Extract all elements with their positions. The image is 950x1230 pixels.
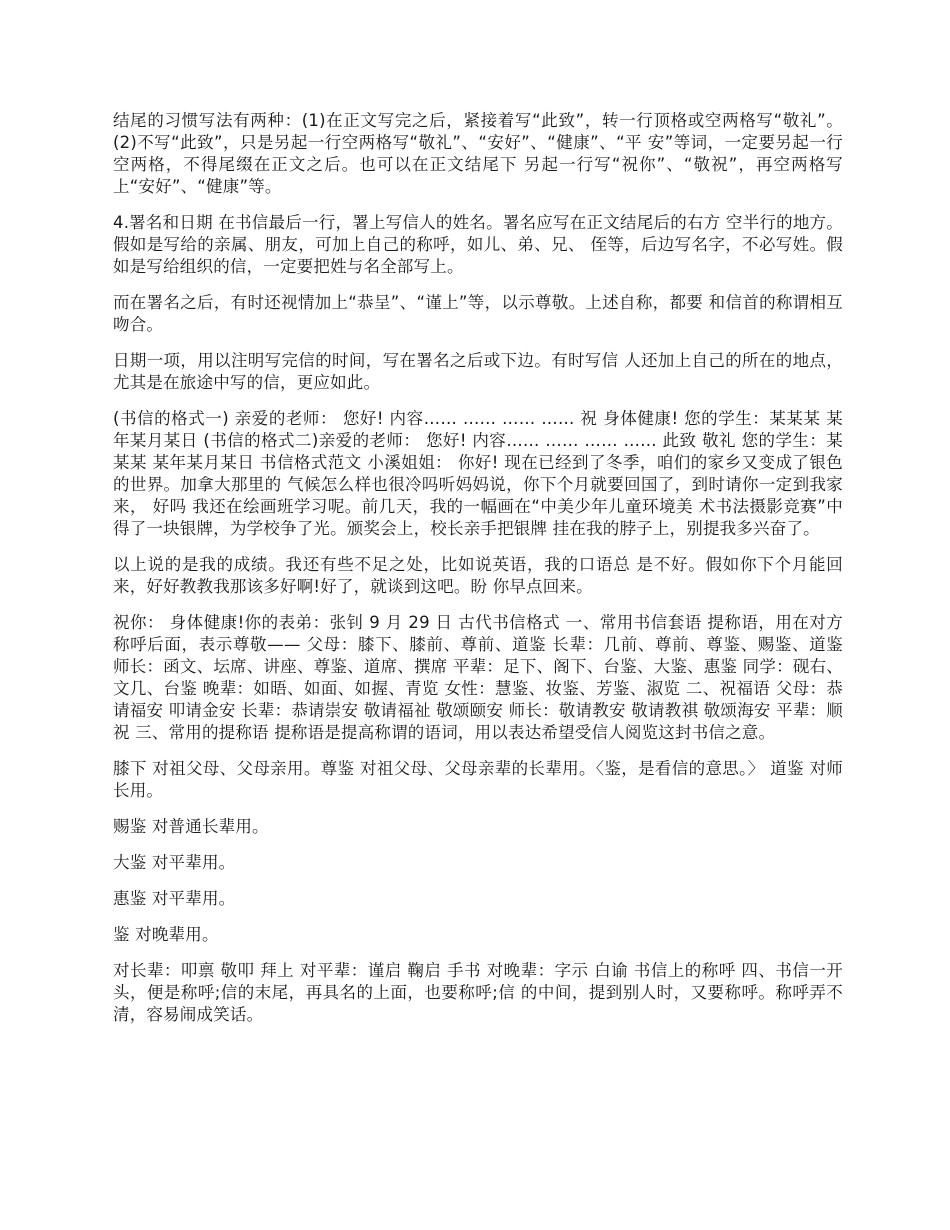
paragraph-cijian: 赐鉴 对普通长辈用。 xyxy=(113,817,269,836)
paragraph-signature-date: 4.署名和日期 在书信最后一行，署上写信人的姓名。署名应写在正文结尾后的右方 空半行的地方。假如是写给的亲属、朋友，可加上自己的称呼，如儿、弟、兄、 侄等，后边写名字，不必写姓。假如是写给组织的信，一定要把姓与名全部写上。 xyxy=(113,213,843,276)
paragraph-forms-of-address: 对长辈：叩禀 敬叩 拜上 对平辈：谨启 鞠启 手书 对晚辈：字示 白谕 书信上的称呼 四、书信一开头，便是称呼;信的末尾，再具名的上面，也要称呼;信 的中间，提到别人时，又要称呼。称呼弄不清，容易闹成笑话。 xyxy=(113,961,843,1024)
paragraph-letter-format-samples: (书信的格式一) 亲爱的老师： 您好! 内容…… …… …… …… 祝 身体健康! 您的学生：某某某 某年某月某日 (书信的格式二)亲爱的老师： 您好! 内容…… …… …… …… 此致 敬礼 您的学生：某某某 某年某月某日 书信格式范文 小溪姐姐： 你好! 现在已经到了冬季，咱们的家乡又变成了银色的世界。加拿大那里的 气候怎么样也很冷吗听妈妈说，你下个月就要回国了，到时请你一定到我家来， 好吗 我还在绘画班学习呢。前几天，我的一幅画在“中美少年儿童环境美 术书法摄影竞赛”中得了一块银牌，为学校争了光。颁奖会上，校长亲手把银牌 挂在我的脖子上，别提我多兴奋了。 xyxy=(113,409,843,538)
paragraph-huijian: 惠鉴 对平辈用。 xyxy=(113,889,236,908)
paragraph-jian: 鉴 对晚辈用。 xyxy=(113,925,219,944)
paragraph-honorific-after-signature: 而在署名之后，有时还视情加上“恭呈”、“谨上”等，以示尊敬。上述自称，都要 和信首的称谓相互吻合。 xyxy=(113,293,843,334)
paragraph-date-item: 日期一项，用以注明写完信的时间，写在署名之后或下边。有时写信 人还加上自己的所在的地点，尤其是在旅途中写的信，更应如此。 xyxy=(113,351,843,392)
paragraph-achievements: 以上说的是我的成绩。我还有些不足之处，比如说英语，我的口语总 是不好。假如你下个月能回来，好好教教我那该多好啊!好了，就谈到这吧。盼 你早点回来。 xyxy=(113,555,843,596)
paragraph-closing-formats: 结尾的习惯写法有两种：(1)在正文写完之后，紧接着写“此致”，转一行顶格或空两格写“敬礼”。(2)不写“此致”，只是另起一行空两格写“敬礼”、“安好”、“健康”、“平 安”等词，一定要另起一行空两格，不得尾缀在正文之后。也可以在正文结尾下 另起一行写“祝你”、“敬祝”，再空两格写上“安好”、“健康”等。 xyxy=(113,111,843,196)
document-body xyxy=(113,110,843,1040)
paragraph-xiaxia-zunjian: 膝下 对祖父母、父母亲用。尊鉴 对祖父母、父母亲辈的长辈用。〈鉴，是看信的意思。〉 道鉴 对师长用。 xyxy=(113,759,843,800)
paragraph-ancient-letter-formats: 祝你： 身体健康!你的表弟：张钊 9 月 29 日 古代书信格式 一、常用书信套语 提称语，用在对方称呼后面，表示尊敬—— 父母：膝下、膝前、尊前、道鉴 长辈：几前、尊前、尊鉴、赐鉴、道鉴 师长：函文、坛席、讲座、尊鉴、道席、撰席 平辈：足下、阁下、台鉴、大鉴、惠鉴 同学：砚右、文几、台鉴 晚辈：如晤、如面、如握、青览 女性：慧鉴、妆鉴、芳鉴、淑览 二、祝福语 父母：恭请福安 叩请金安 长辈：恭请崇安 敬请福祉 敬颂颐安 师长：敬请教安 敬请教祺 敬颂海安 平辈：顺祝 三、常用的提称语 提称语是提高称谓的语词，用以表达希望受信人阅览这封书信之意。 xyxy=(113,613,843,742)
paragraph-dajian: 大鉴 对平辈用。 xyxy=(113,853,236,872)
